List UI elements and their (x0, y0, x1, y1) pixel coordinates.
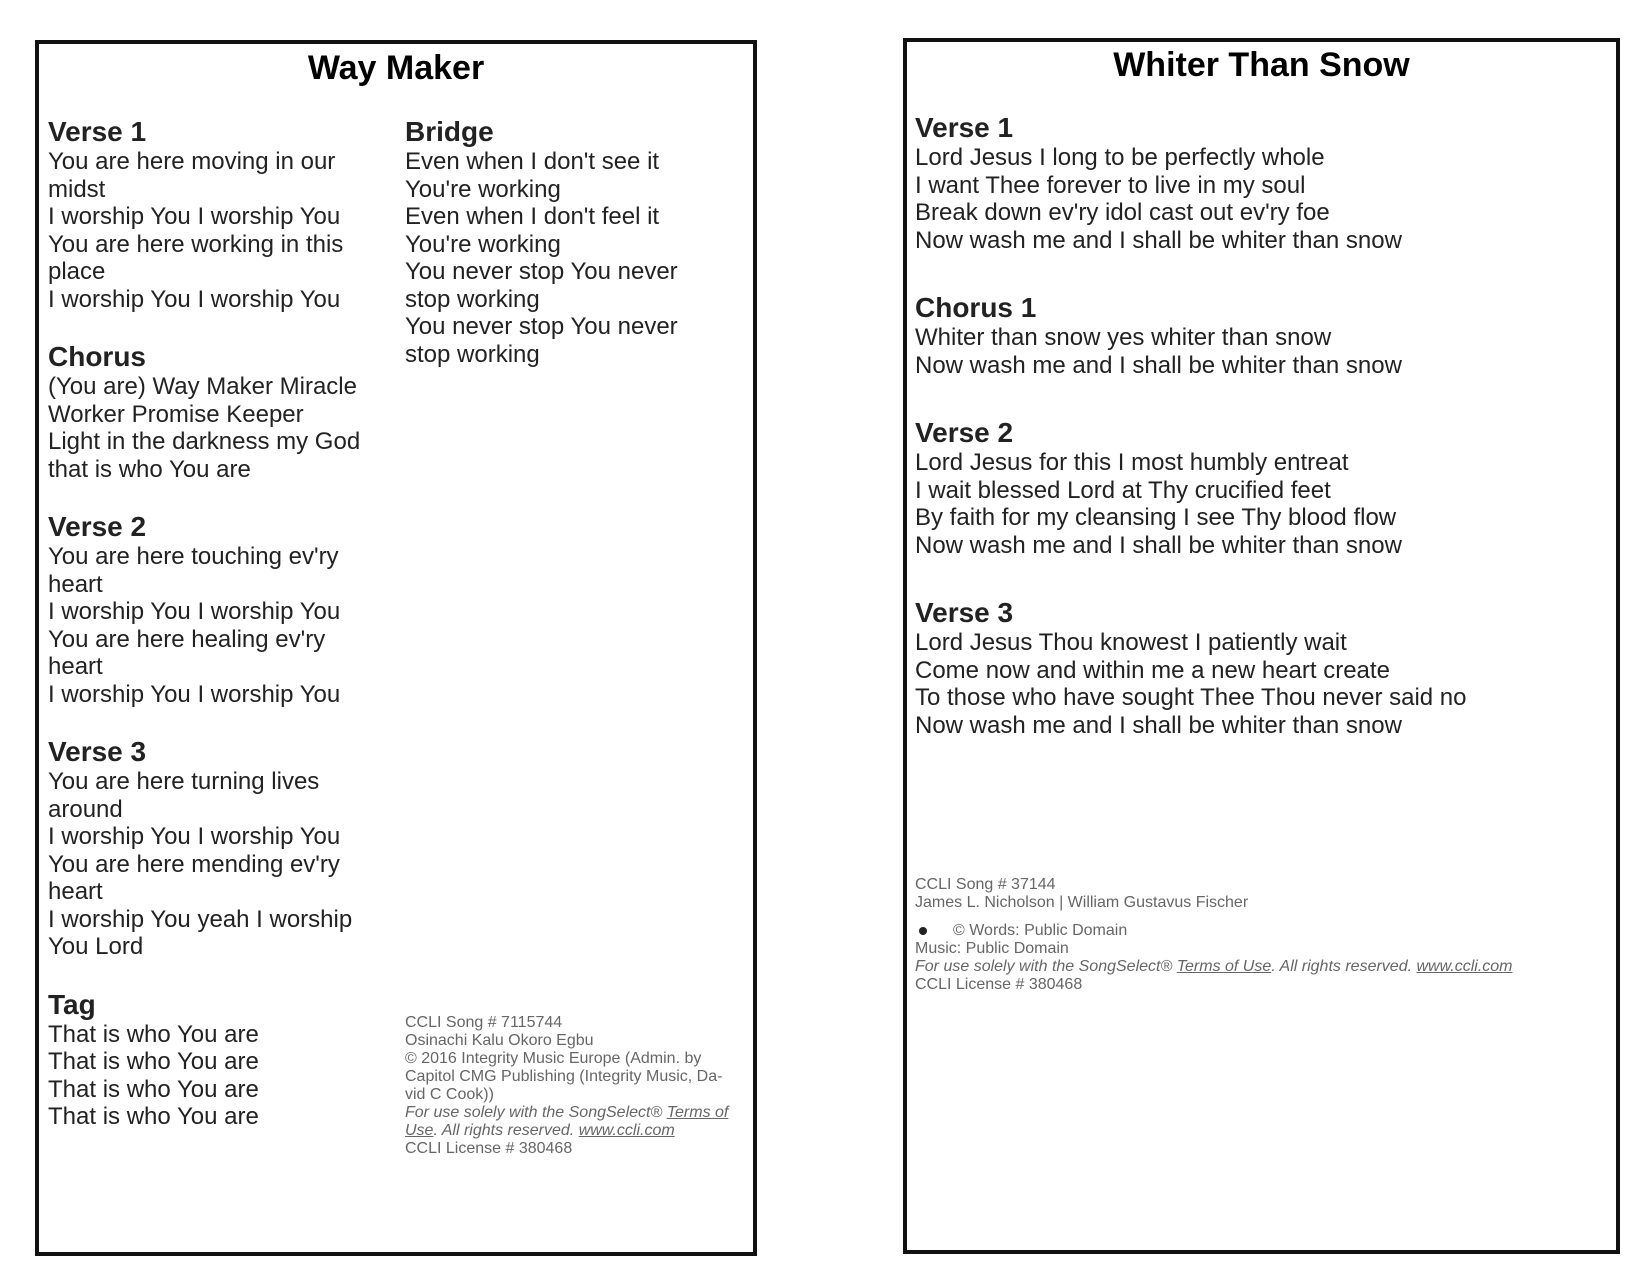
lyric-line: Come now and within me a new heart create (915, 656, 1390, 684)
lyric-line: Worker Promise Keeper (48, 400, 304, 428)
author-names: James L. Nicholson | William Gustavus Fischer (915, 894, 1249, 911)
lyric-section (915, 112, 1605, 254)
music-credit: Music: Public Domain (915, 940, 1069, 957)
lyric-line: Even when I don't feel it (405, 203, 660, 230)
lyric-line: Lord Jesus Thou knowest I patiently wait (915, 629, 1347, 656)
lyric-line: that is who You are (48, 455, 251, 483)
lyric-line: You are here turning lives (48, 768, 320, 795)
copyright-line: Capitol CMG Publishing (Integrity Music, Da- (405, 1068, 723, 1085)
lyric-line: I wait blessed Lord at Thy crucified feet (915, 476, 1331, 504)
ccli-song-number: CCLI Song # 37144 (915, 876, 1056, 893)
lyric-line: Now wash me and I shall be whiter than snow (915, 531, 1402, 559)
lyric-line: Light in the darkness my God (48, 428, 361, 455)
usage-notice-cont (405, 1122, 750, 1140)
lyric-line: Even when I don't see it (405, 148, 660, 175)
song-title: Way Maker (307, 49, 485, 87)
ccli-song-number: CCLI Song # 7115744 (405, 1014, 563, 1031)
lyric-section (915, 292, 1605, 379)
section-heading: Verse 1 (915, 112, 1014, 143)
lyric-line: (You are) Way Maker Miracle (48, 373, 357, 400)
section-heading: Chorus (48, 341, 146, 372)
usage-text: . All rights reserved. (433, 1122, 579, 1139)
lyric-line: Now wash me and I shall be whiter than snow (915, 351, 1402, 379)
section-heading: Verse 1 (48, 116, 147, 147)
usage-notice (915, 958, 1605, 976)
copyright-line: © 2016 Integrity Music Europe (Admin. by (405, 1050, 702, 1067)
song-sheet-whiter-than-snow (903, 38, 1620, 1254)
section-heading: Verse 3 (48, 736, 147, 767)
lyric-line: You are here moving in our (48, 148, 336, 175)
terms-of-use-link[interactable]: Terms of (666, 1104, 729, 1121)
ccli-license: CCLI License # 380468 (405, 1140, 573, 1157)
lyric-line: You are here healing ev'ry (48, 625, 326, 653)
lyric-line: Lord Jesus for this I most humbly entreat (915, 449, 1349, 476)
lyric-section (48, 511, 393, 708)
lyric-line: You are here working in this (48, 230, 344, 258)
lyric-section (915, 597, 1605, 739)
credits-block (405, 1014, 750, 1158)
lyric-line: To those who have sought Thee Thou never said no (915, 684, 1467, 711)
song-title: Whiter Than Snow (1113, 46, 1410, 84)
lyric-line: Lord Jesus I long to be perfectly whole (915, 144, 1325, 171)
lyric-section (405, 116, 745, 368)
section-heading: Chorus 1 (915, 292, 1037, 323)
lyric-line: I want Thee forever to live in my soul (915, 171, 1306, 199)
lyric-line: You never stop You never (405, 258, 678, 285)
lyric-line: You are here mending ev'ry (48, 850, 340, 878)
ccli-website-link[interactable]: www.ccli.com (578, 1122, 675, 1139)
usage-text: For use solely with the SongSelect® (915, 958, 1177, 975)
lyric-line: You Lord (48, 933, 144, 960)
lyric-line: By faith for my cleansing I see Thy blood flow (915, 504, 1397, 531)
lyric-line: around (48, 795, 123, 823)
section-heading: Bridge (405, 116, 494, 147)
words-credit-row (915, 922, 1605, 940)
lyric-line: That is who You are (48, 1103, 259, 1130)
lyric-line: heart (48, 878, 103, 905)
lyric-line: You're working (405, 230, 561, 258)
lyric-line: You are here touching ev'ry (48, 543, 339, 570)
lyric-line: place (48, 258, 106, 285)
usage-text: For use solely with the SongSelect® (405, 1104, 667, 1121)
lyric-line: Whiter than snow yes whiter than snow (915, 324, 1332, 351)
lyric-line: I worship You yeah I worship (48, 905, 353, 933)
usage-text: . All rights reserved. (1271, 958, 1417, 975)
author-names: Osinachi Kalu Okoro Egbu (405, 1032, 594, 1049)
section-heading: Verse 2 (48, 511, 147, 542)
words-credit: © Words: Public Domain (953, 922, 1128, 939)
section-heading: Tag (48, 988, 96, 1020)
lyric-line: Now wash me and I shall be whiter than snow (915, 711, 1402, 739)
lyric-line: That is who You are (48, 1048, 259, 1075)
lyric-line: I worship You I worship You (48, 598, 341, 625)
lyric-line: midst (48, 175, 106, 203)
section-heading: Verse 2 (915, 417, 1014, 448)
lyric-section (48, 989, 393, 1131)
section-heading: Verse 3 (915, 597, 1014, 628)
lyric-line: stop working (405, 340, 540, 368)
song-sheet-way-maker (35, 40, 757, 1256)
lyric-line: I worship You I worship You (48, 680, 341, 708)
lyric-line: stop working (405, 285, 540, 313)
ccli-website-link[interactable]: www.ccli.com (1416, 958, 1513, 975)
lyric-line: That is who You are (48, 1075, 259, 1103)
lyric-section (48, 736, 393, 961)
lyric-line: I worship You I worship You (48, 823, 341, 850)
copyright-line: vid C Cook)) (405, 1086, 494, 1103)
usage-notice (405, 1104, 750, 1122)
lyrics-column-1 (48, 116, 393, 1131)
lyric-line: You never stop You never (405, 313, 678, 340)
terms-of-use-link-cont[interactable]: Use (405, 1122, 434, 1139)
lyric-line: Now wash me and I shall be whiter than snow (915, 226, 1402, 254)
lyric-line: Break down ev'ry idol cast out ev'ry foe (915, 199, 1330, 226)
lyric-line: heart (48, 653, 103, 680)
lyrics-column (915, 112, 1605, 739)
lyric-line: I worship You I worship You (48, 285, 341, 313)
ccli-license: CCLI License # 380468 (915, 976, 1083, 993)
lyric-section (48, 116, 393, 313)
credits-block (915, 876, 1605, 994)
lyric-line: I worship You I worship You (48, 203, 341, 230)
lyrics-column-2 (405, 116, 745, 368)
lyric-line: heart (48, 570, 103, 598)
bullet-icon (919, 927, 927, 935)
lyric-line: That is who You are (48, 1020, 259, 1048)
terms-of-use-link[interactable]: Terms of Use (1176, 958, 1272, 975)
lyric-section (915, 417, 1605, 559)
lyric-line: You're working (405, 175, 561, 203)
lyric-section (48, 341, 393, 483)
